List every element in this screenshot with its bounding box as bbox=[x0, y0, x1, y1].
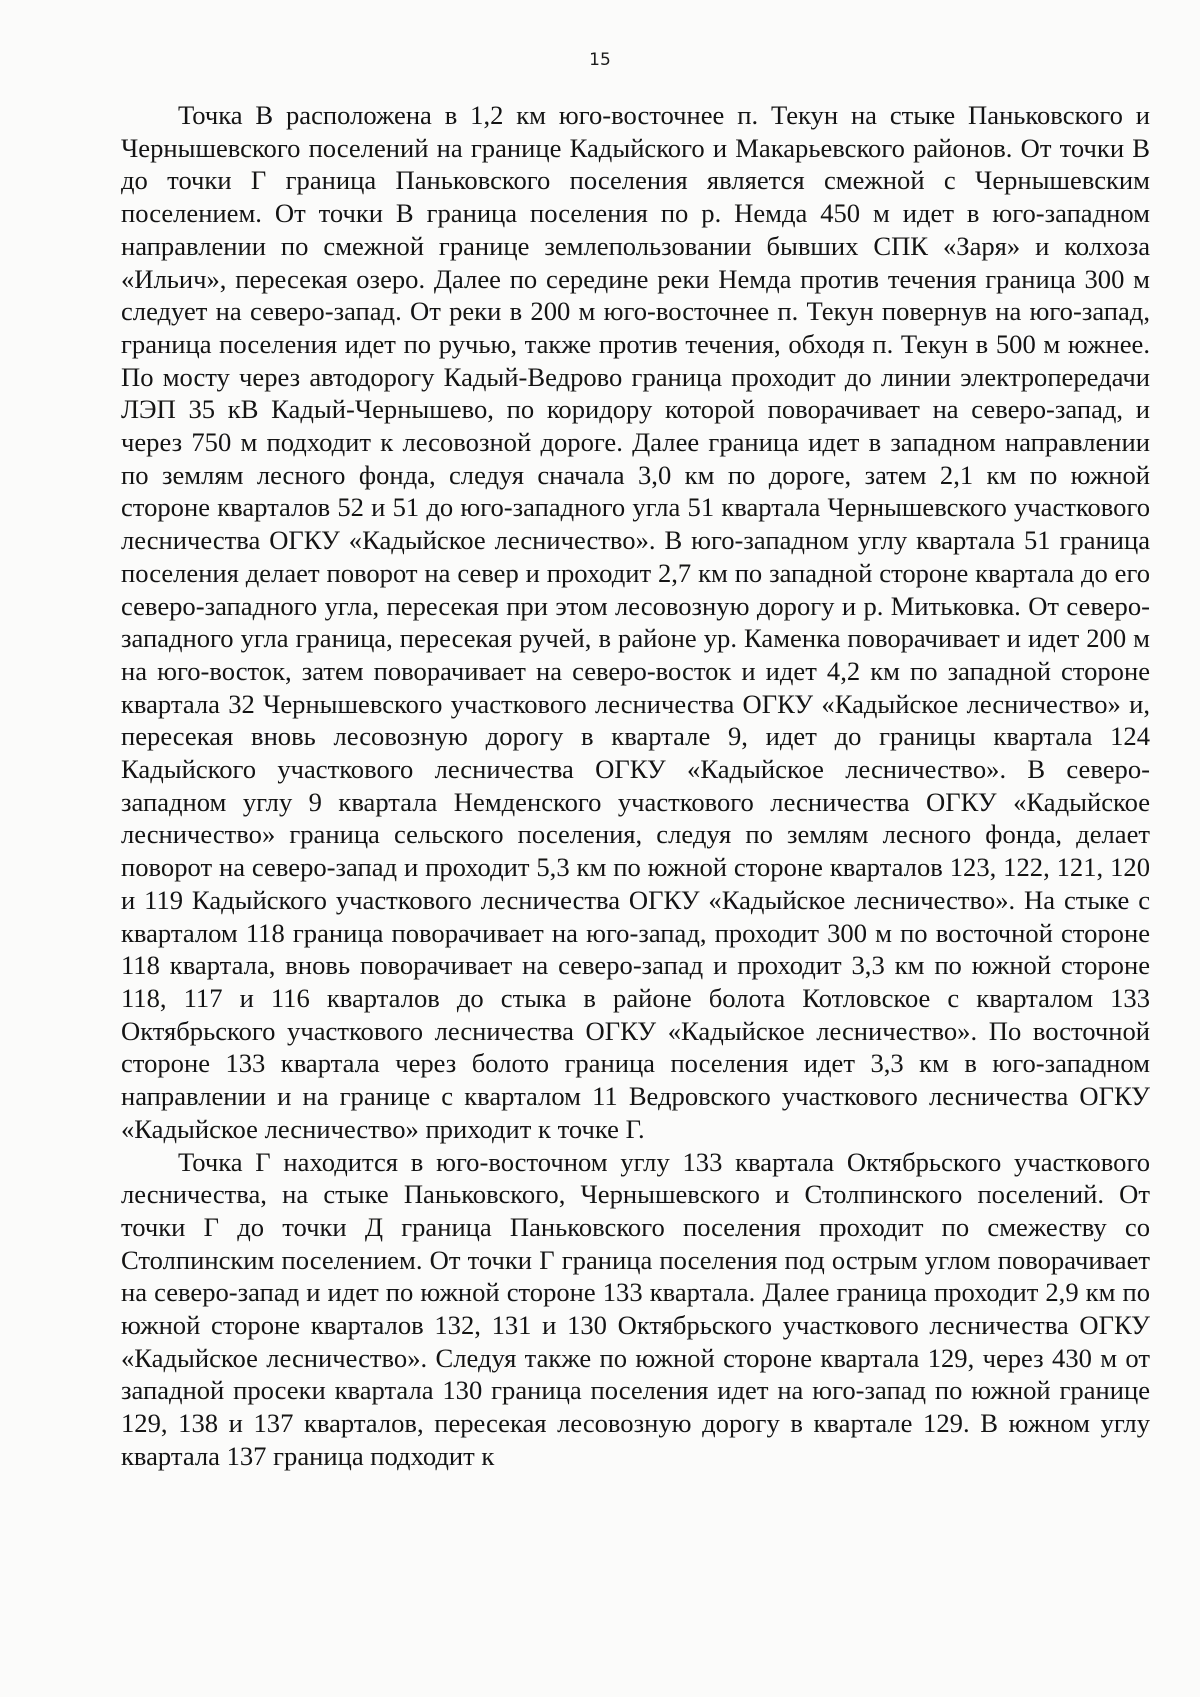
paragraph-point-v: Точка В расположена в 1,2 км юго-восточнее п. Текун на стыке Паньковского и Чернышевского поселений на границе Кадыйского и Макарьевского районов. От точки В до точки Г граница Паньковского поселения является смежной с Чернышевским поселением. От точки В граница поселения по р. Немда 450 м идет в юго-западном направлении по смежной границе землепользовании бывших СПК «Заря» и колхоза «Ильич», пересекая озеро. Далее по середине реки Немда против течения граница 300 м следует на северо-запад. От реки в 200 м юго-восточнее п. Текун повернув на юго-запад, граница поселения идет по ручью, также против течения, обходя п. Текун в 500 м южнее. По мосту через автодорогу Кадый-Ведрово граница проходит до линии электропередачи ЛЭП 35 кВ Кадый-Чернышево, по коридору которой поворачивает на северо-запад, и через 750 м подходит к лесовозной дороге. Далее граница идет в западном направлении по землям лесного фонда, следуя сначала 3,0 км по дороге, затем 2,1 км по южной стороне кварталов 52 и 51 до юго-западного угла 51 квартала Чернышевского участкового лесничества ОГКУ «Кадыйское лесничество». В юго-западном углу квартала 51 граница поселения делает поворот на север и проходит 2,7 км по западной стороне квартала до его северо-западного угла, пересекая при этом лесовозную дорогу и р. Митьковка. От северо-западного угла граница, пересекая ручей, в районе ур. Каменка поворачивает и идет 200 м на юго-восток, затем поворачивает на северо-восток и идет 4,2 км по западной стороне квартала 32 Чернышевского участкового лесничества ОГКУ «Кадыйское лесничество» и, пересекая вновь лесовозную дорогу в квартале 9, идет до границы квартала 124 Кадыйского участкового лесничества ОГКУ «Кадыйское лесничество». В северо-западном углу 9 квартала Немденского участкового лесничества ОГКУ «Кадыйское лесничество» граница сельского поселения, следуя по землям лесного фонда, делает поворот на северо-запад и проходит 5,3 км по южной стороне кварталов 123, 122, 121, 120 и 119 Кадыйского участкового лесничества ОГКУ «Кадыйское лесничество». На стыке с кварталом 118 граница поворачивает на юго-запад, проходит 300 м по восточной стороне 118 квартала, вновь поворачивает на северо-запад и проходит 3,3 км по южной стороне 118, 117 и 116 кварталов до стыка в районе болота Котловское с кварталом 133 Октябрьского участкового лесничества ОГКУ «Кадыйское лесничество». По восточной стороне 133 квартала через болото граница поселения идет 3,3 км в юго-западном направлении и на границе с кварталом 11 Ведровского участкового лесничества ОГКУ «Кадыйское лесничество» приходит к точке Г. bbox=[121, 100, 1150, 1144]
page-number: 15 bbox=[589, 50, 611, 70]
document-body bbox=[121, 99, 1150, 1473]
paragraph-point-g: Точка Г находится в юго-восточном углу 133 квартала Октябрьского участкового лесничества, на стыке Паньковского, Чернышевского и Столпинского поселений. От точки Г до точки Д граница Паньковского поселения проходит по смежеству со Столпинским поселением. От точки Г граница поселения под острым углом поворачивает на северо-запад и идет по южной стороне 133 квартала. Далее граница проходит 2,9 км по южной стороне кварталов 132, 131 и 130 Октябрьского участкового лесничества ОГКУ «Кадыйское лесничество». Следуя также по южной стороне квартала 129, через 430 м от западной просеки квартала 130 граница поселения идет на юго-запад по южной границе 129, 138 и 137 кварталов, пересекая лесовозную дорогу в квартале 129. В южном углу квартала 137 граница подходит к bbox=[121, 1146, 1150, 1471]
